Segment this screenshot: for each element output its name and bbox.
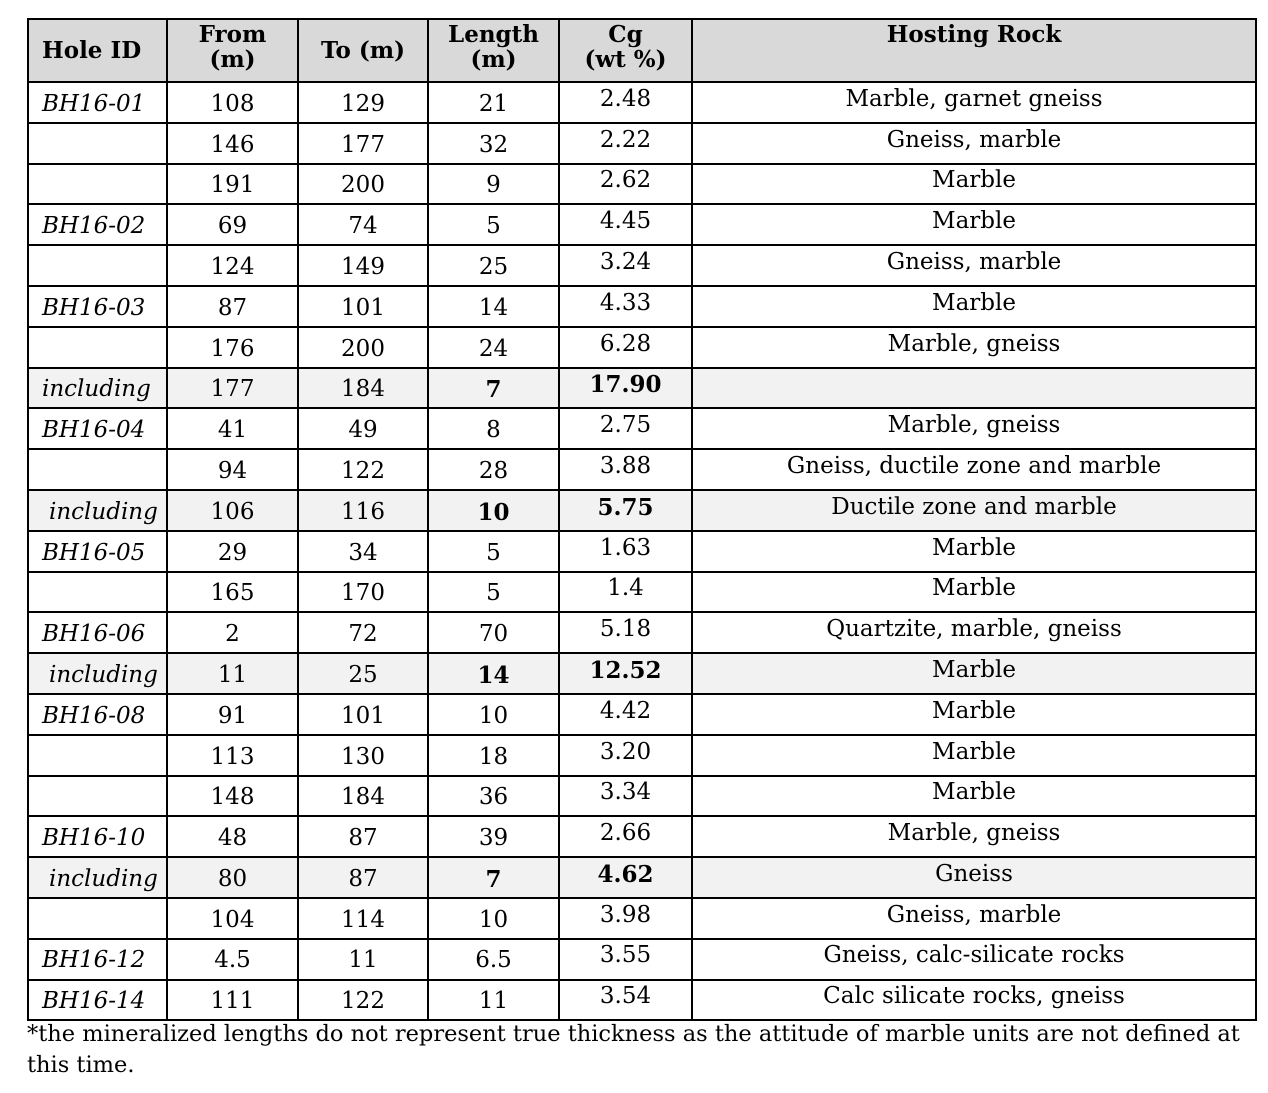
hosting-rock-cell: Marble <box>692 653 1256 694</box>
hosting-rock-cell: Gneiss, marble <box>692 123 1256 164</box>
table-row <box>28 490 1256 531</box>
hole-id-cell: BH16-06 <box>28 612 167 653</box>
header-from <box>167 19 298 82</box>
length-cell: 10 <box>428 898 559 939</box>
hole-id-cell: including <box>28 490 167 531</box>
hole-id-cell: including <box>28 857 167 898</box>
hosting-rock-cell: Marble <box>692 776 1256 817</box>
to-cell: 72 <box>298 612 428 653</box>
cg-cell: 12.52 <box>559 653 692 694</box>
cg-cell: 2.22 <box>559 123 692 164</box>
table-row <box>28 612 1256 653</box>
length-cell: 24 <box>428 327 559 368</box>
hole-id-cell <box>28 449 167 490</box>
cg-cell: 3.88 <box>559 449 692 490</box>
to-cell: 129 <box>298 82 428 123</box>
from-cell: 94 <box>167 449 298 490</box>
from-cell: 48 <box>167 816 298 857</box>
length-cell: 14 <box>428 286 559 327</box>
length-cell: 10 <box>428 490 559 531</box>
cg-cell: 4.45 <box>559 204 692 245</box>
hole-id-cell <box>28 572 167 613</box>
to-cell: 200 <box>298 164 428 205</box>
length-cell: 5 <box>428 204 559 245</box>
from-cell: 146 <box>167 123 298 164</box>
cg-cell: 3.34 <box>559 776 692 817</box>
to-cell: 101 <box>298 286 428 327</box>
hole-id-cell <box>28 164 167 205</box>
hosting-rock-cell: Marble, gneiss <box>692 327 1256 368</box>
to-cell: 170 <box>298 572 428 613</box>
to-cell: 34 <box>298 531 428 572</box>
cg-cell: 3.54 <box>559 980 692 1021</box>
cg-cell: 2.66 <box>559 816 692 857</box>
hosting-rock-cell: Gneiss, marble <box>692 245 1256 286</box>
length-cell: 6.5 <box>428 939 559 980</box>
table-row <box>28 123 1256 164</box>
hole-id-cell <box>28 735 167 776</box>
header-length-line1: Length <box>448 21 539 48</box>
length-cell: 7 <box>428 857 559 898</box>
footnote: *the mineralized lengths do not represent true thickness as the attitude of marble units are not defined at this time. <box>27 1021 1240 1078</box>
header-cg <box>559 19 692 82</box>
cg-cell: 6.28 <box>559 327 692 368</box>
length-cell: 10 <box>428 694 559 735</box>
hosting-rock-cell: Marble <box>692 164 1256 205</box>
hole-id-cell: BH16-04 <box>28 408 167 449</box>
cg-cell: 2.62 <box>559 164 692 205</box>
from-cell: 111 <box>167 980 298 1021</box>
hole-id-cell <box>28 327 167 368</box>
hole-id-cell: BH16-02 <box>28 204 167 245</box>
length-cell: 25 <box>428 245 559 286</box>
to-cell: 74 <box>298 204 428 245</box>
hosting-rock-cell: Gneiss, calc-silicate rocks <box>692 939 1256 980</box>
from-cell: 148 <box>167 776 298 817</box>
from-cell: 191 <box>167 164 298 205</box>
table-row <box>28 857 1256 898</box>
table-header <box>28 19 1256 82</box>
hosting-rock-cell: Gneiss, marble <box>692 898 1256 939</box>
table-row <box>28 449 1256 490</box>
from-cell: 176 <box>167 327 298 368</box>
to-cell: 177 <box>298 123 428 164</box>
header-cg-line1: Cg <box>608 21 643 48</box>
hosting-rock-cell: Marble <box>692 286 1256 327</box>
hole-id-cell: BH16-03 <box>28 286 167 327</box>
from-cell: 108 <box>167 82 298 123</box>
cg-cell: 4.42 <box>559 694 692 735</box>
length-cell: 39 <box>428 816 559 857</box>
table-row <box>28 327 1256 368</box>
hole-id-cell: BH16-05 <box>28 531 167 572</box>
cg-cell: 3.20 <box>559 735 692 776</box>
length-cell: 28 <box>428 449 559 490</box>
hosting-rock-cell: Marble, gneiss <box>692 408 1256 449</box>
to-cell: 130 <box>298 735 428 776</box>
header-length-line2: (m) <box>470 46 517 74</box>
length-cell: 5 <box>428 572 559 613</box>
from-cell: 113 <box>167 735 298 776</box>
to-cell: 116 <box>298 490 428 531</box>
hole-id-cell <box>28 898 167 939</box>
to-cell: 11 <box>298 939 428 980</box>
table-row <box>28 368 1256 409</box>
to-cell: 114 <box>298 898 428 939</box>
table-row <box>28 898 1256 939</box>
from-cell: 4.5 <box>167 939 298 980</box>
to-cell: 184 <box>298 368 428 409</box>
header-hole-id: Hole ID <box>28 19 167 82</box>
length-cell: 5 <box>428 531 559 572</box>
hosting-rock-cell: Marble, gneiss <box>692 816 1256 857</box>
table-row <box>28 816 1256 857</box>
hosting-rock-cell: Quartzite, marble, gneiss <box>692 612 1256 653</box>
header-from-line2: (m) <box>209 46 256 74</box>
length-cell: 14 <box>428 653 559 694</box>
cg-cell: 5.18 <box>559 612 692 653</box>
table-body <box>28 82 1256 1020</box>
to-cell: 184 <box>298 776 428 817</box>
to-cell: 25 <box>298 653 428 694</box>
from-cell: 80 <box>167 857 298 898</box>
length-cell: 70 <box>428 612 559 653</box>
from-cell: 124 <box>167 245 298 286</box>
cg-cell: 4.33 <box>559 286 692 327</box>
from-cell: 177 <box>167 368 298 409</box>
hosting-rock-cell: Gneiss, ductile zone and marble <box>692 449 1256 490</box>
length-cell: 21 <box>428 82 559 123</box>
header-to: To (m) <box>298 19 428 82</box>
cg-cell: 4.62 <box>559 857 692 898</box>
hosting-rock-cell: Calc silicate rocks, gneiss <box>692 980 1256 1021</box>
table-row <box>28 204 1256 245</box>
to-cell: 149 <box>298 245 428 286</box>
to-cell: 87 <box>298 816 428 857</box>
hosting-rock-cell: Gneiss <box>692 857 1256 898</box>
table-row <box>28 531 1256 572</box>
cg-cell: 3.24 <box>559 245 692 286</box>
from-cell: 165 <box>167 572 298 613</box>
table-row <box>28 980 1256 1021</box>
to-cell: 200 <box>298 327 428 368</box>
from-cell: 29 <box>167 531 298 572</box>
header-length <box>428 19 559 82</box>
table-row <box>28 939 1256 980</box>
hole-id-cell: BH16-08 <box>28 694 167 735</box>
to-cell: 122 <box>298 449 428 490</box>
from-cell: 104 <box>167 898 298 939</box>
hole-id-cell: BH16-10 <box>28 816 167 857</box>
hosting-rock-cell: Marble <box>692 531 1256 572</box>
hole-id-cell <box>28 776 167 817</box>
length-cell: 32 <box>428 123 559 164</box>
cg-cell: 3.98 <box>559 898 692 939</box>
table-row <box>28 776 1256 817</box>
hosting-rock-cell: Marble <box>692 572 1256 613</box>
to-cell: 122 <box>298 980 428 1021</box>
from-cell: 106 <box>167 490 298 531</box>
drill-results-table <box>27 18 1257 1021</box>
cg-cell: 2.48 <box>559 82 692 123</box>
table-row <box>28 694 1256 735</box>
cg-cell: 17.90 <box>559 368 692 409</box>
table-row <box>28 735 1256 776</box>
hole-id-cell <box>28 245 167 286</box>
hosting-rock-cell: Ductile zone and marble <box>692 490 1256 531</box>
table-row <box>28 164 1256 205</box>
cg-cell: 1.4 <box>559 572 692 613</box>
from-cell: 11 <box>167 653 298 694</box>
from-cell: 91 <box>167 694 298 735</box>
cg-cell: 3.55 <box>559 939 692 980</box>
length-cell: 8 <box>428 408 559 449</box>
to-cell: 49 <box>298 408 428 449</box>
table-row <box>28 286 1256 327</box>
length-cell: 11 <box>428 980 559 1021</box>
from-cell: 2 <box>167 612 298 653</box>
hole-id-cell <box>28 123 167 164</box>
hole-id-cell: including <box>28 653 167 694</box>
cg-cell: 2.75 <box>559 408 692 449</box>
to-cell: 87 <box>298 857 428 898</box>
from-cell: 41 <box>167 408 298 449</box>
cg-cell: 5.75 <box>559 490 692 531</box>
hole-id-cell: BH16-01 <box>28 82 167 123</box>
header-hosting-rock: Hosting Rock <box>692 19 1256 82</box>
length-cell: 18 <box>428 735 559 776</box>
table-row <box>28 408 1256 449</box>
to-cell: 101 <box>298 694 428 735</box>
table-row <box>28 82 1256 123</box>
table-row <box>28 245 1256 286</box>
hole-id-cell: BH16-14 <box>28 980 167 1021</box>
header-cg-line2: (wt %) <box>584 46 667 74</box>
header-row <box>28 19 1256 82</box>
hosting-rock-cell <box>692 368 1256 409</box>
hosting-rock-cell: Marble <box>692 735 1256 776</box>
table-row <box>28 653 1256 694</box>
hosting-rock-cell: Marble, garnet gneiss <box>692 82 1256 123</box>
length-cell: 7 <box>428 368 559 409</box>
from-cell: 69 <box>167 204 298 245</box>
hosting-rock-cell: Marble <box>692 694 1256 735</box>
length-cell: 36 <box>428 776 559 817</box>
header-from-line1: From <box>198 21 267 48</box>
hosting-rock-cell: Marble <box>692 204 1256 245</box>
hole-id-cell: including <box>28 368 167 409</box>
cg-cell: 1.63 <box>559 531 692 572</box>
length-cell: 9 <box>428 164 559 205</box>
hole-id-cell: BH16-12 <box>28 939 167 980</box>
table-row <box>28 572 1256 613</box>
from-cell: 87 <box>167 286 298 327</box>
